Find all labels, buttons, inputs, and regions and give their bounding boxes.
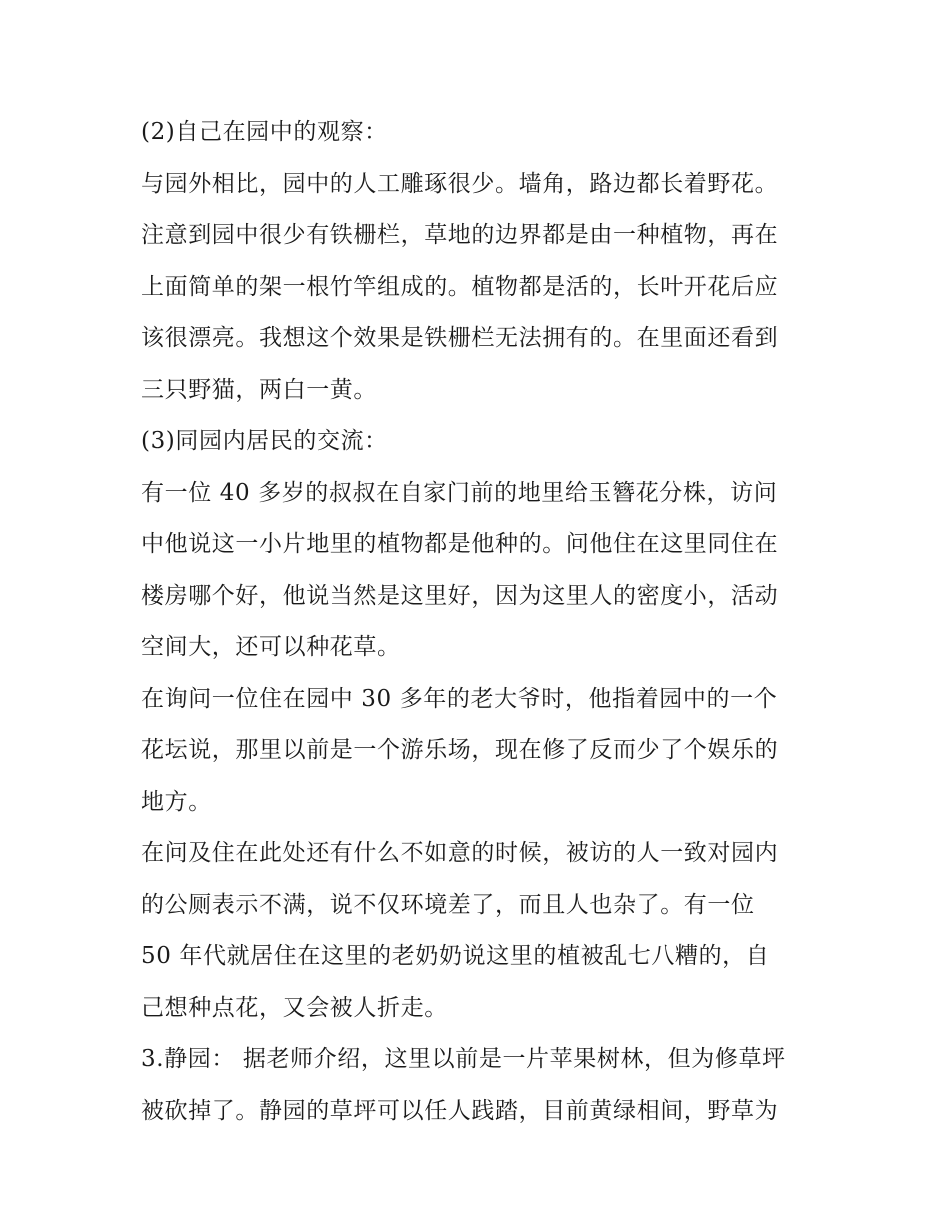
text-line: 在问及住在此处还有什么不如意的时候，被访的人一致对园内 (141, 840, 779, 866)
text-line: 3.静园： 据老师介绍，这里以前是一片苹果树林，但为修草坪 (141, 1046, 786, 1072)
text-line: 的公厕表示不满，说不仅环境差了，而且人也杂了。有一位 (141, 891, 755, 918)
text-line: 该很漂亮。我想这个效果是铁栅栏无法拥有的。在里面还看到 (141, 325, 779, 351)
text-line: 地方。 (141, 788, 212, 815)
text-line: 与园外相比，园中的人工雕琢很少。墙角，路边都长着野花。 (141, 170, 779, 197)
text-line: 楼房哪个好，他说当然是这里好，因为这里人的密度小，活动 (141, 582, 779, 609)
text-line: 注意到园中很少有铁栅栏，草地的边界都是由一种植物，再在 (141, 222, 779, 248)
text-line: 三只野猫，两白一黄。 (141, 376, 377, 403)
text-line: (3)同园内居民的交流： (141, 428, 388, 454)
text-line: 中他说这一小片地里的植物都是他种的。问他住在这里同住在 (141, 531, 779, 557)
text-line: 在询问一位住在园中 30 多年的老大爷时，他指着园中的一个 (141, 685, 778, 712)
text-line: 有一位 40 多岁的叔叔在自家门前的地里给玉簪花分株，访问 (141, 479, 778, 506)
text-line: 被砍掉了。静园的草坪可以任人践踏，目前黄绿相间，野草为 (141, 1097, 779, 1124)
text-line: 空间大，还可以种花草。 (141, 634, 401, 660)
text-line: 花坛说，那里以前是一个游乐场，现在修了反而少了个娱乐的 (141, 737, 779, 763)
text-line: 50 年代就居住在这里的老奶奶说这里的植被乱七八糟的，自 (141, 943, 770, 969)
text-line: 己想种点花，又会被人折走。 (141, 994, 448, 1021)
text-line: (2)自己在园中的观察： (141, 119, 388, 145)
text-line: 上面简单的架一根竹竿组成的。植物都是活的，长叶开花后应 (141, 273, 779, 300)
document-body (141, 107, 831, 1137)
